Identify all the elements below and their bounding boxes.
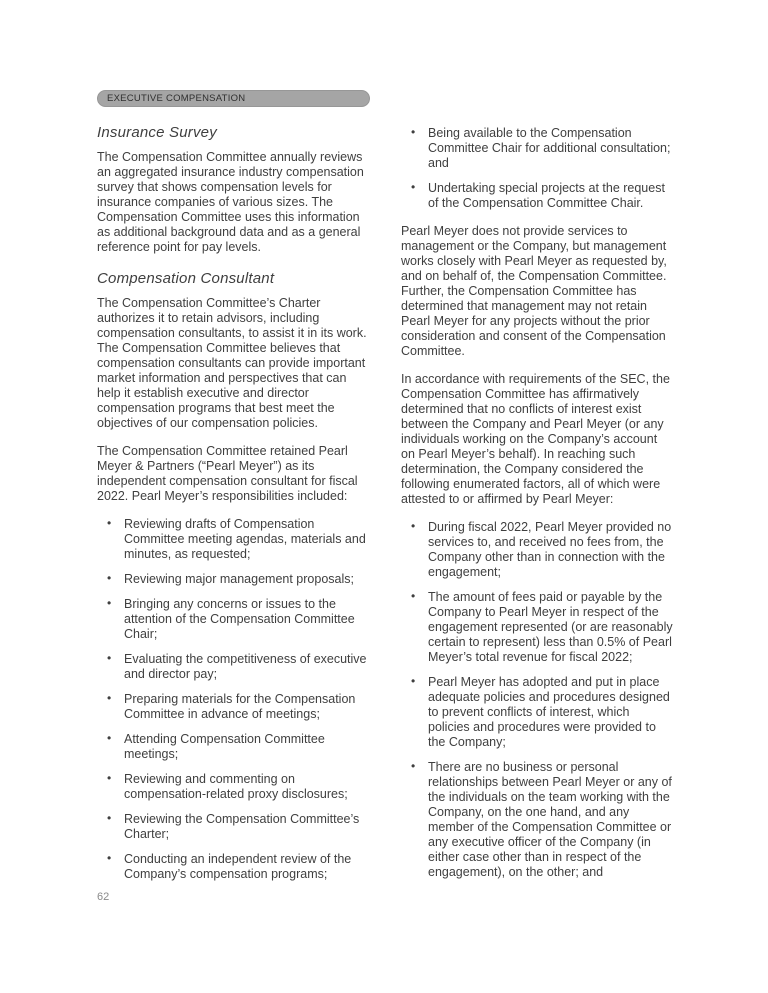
list-item: • Reviewing drafts of Compensation Committee meeting agendas, materials and minutes, as requested;: [97, 517, 370, 562]
list-item: • Attending Compensation Committee meetings;: [97, 732, 370, 762]
list-item: • Reviewing major management proposals;: [97, 572, 370, 587]
responsibilities-list-continued: [401, 126, 673, 211]
section-badge: [97, 90, 370, 107]
heading-insurance-survey: Insurance Survey: [97, 124, 217, 141]
list-item: • Pearl Meyer has adopted and put in place adequate policies and procedures designed to prevent conflicts of interest, which policies and procedures were provided to the Company;: [401, 675, 673, 750]
list-item: • Conducting an independent review of the Company’s compensation programs;: [97, 852, 370, 882]
paragraph: Pearl Meyer does not provide services to management or the Company, but management works closely with Pearl Meyer as requested by, and on behalf of, the Compensation Committee. Further, the Compensation Committee has determined that management may not retain Pearl Meyer for any projects without the prior consideration and consent of the Compensation Committee.: [401, 224, 667, 358]
paragraph: The Compensation Committee retained Pearl Meyer & Partners (“Pearl Meyer”) as its independent compensation consultant for fiscal 2022. Pearl Meyer’s responsibilities included:: [97, 444, 358, 503]
list-item: • During fiscal 2022, Pearl Meyer provided no services to, and received no fees from, the Company other than in connection with the engagement;: [401, 520, 673, 580]
list-item: • Preparing materials for the Compensation Committee in advance of meetings;: [97, 692, 370, 722]
section-badge-label: EXECUTIVE COMPENSATION: [107, 92, 246, 104]
page-content: [97, 90, 673, 895]
responsibilities-list: [97, 517, 370, 882]
heading-compensation-consultant: Compensation Consultant: [97, 270, 275, 287]
list-item: • Reviewing the Compensation Committee’s Charter;: [97, 812, 370, 842]
list-item: • Undertaking special projects at the request of the Compensation Committee Chair.: [401, 181, 673, 211]
list-item: • Bringing any concerns or issues to the attention of the Compensation Committee Chair;: [97, 597, 370, 642]
right-column: [401, 124, 673, 895]
list-item: • There are no business or personal relationships between Pearl Meyer or any of the individuals on the team working with the Company, on the one hand, and any member of the Compensation Committee or any executive officer of the Company (in either case other than in respect of the engagement), on the other; and: [401, 760, 673, 880]
paragraph: The Compensation Committee annually reviews an aggregated insurance industry compensation survey that shows compensation levels for insurance companies of various sizes. The Compensation Committee uses this information as additional background data and as a general reference point for pay levels.: [97, 150, 364, 254]
paragraph: The Compensation Committee’s Charter authorizes it to retain advisors, including compensation consultants, to assist it in its work. The Compensation Committee believes that compensation consultants can provide important market information and perspectives that can help it establish executive and director compensation programs that best meet the objectives of our compensation policies.: [97, 296, 367, 430]
left-column: [97, 124, 370, 895]
list-item: • The amount of fees paid or payable by the Company to Pearl Meyer in respect of the engagement represented (or are reasonably certain to represent) less than 0.5% of Pearl Meyer’s total revenue for fiscal 2022;: [401, 590, 673, 665]
conflict-factors-list: [401, 520, 673, 880]
paragraph: In accordance with requirements of the SEC, the Compensation Committee has affirmatively determined that no conflicts of interest exist between the Company and Pearl Meyer (or any individuals working on the Company’s account on Pearl Meyer’s behalf). In reaching such determination, the Company considered the following enumerated factors, all of which were attested to or affirmed by Pearl Meyer:: [401, 372, 670, 506]
two-column-layout: [97, 124, 673, 895]
list-item: • Reviewing and commenting on compensation-related proxy disclosures;: [97, 772, 370, 802]
page-number: 62: [97, 891, 110, 903]
list-item: • Being available to the Compensation Committee Chair for additional consultation; and: [401, 126, 673, 171]
list-item: • Evaluating the competitiveness of executive and director pay;: [97, 652, 370, 682]
